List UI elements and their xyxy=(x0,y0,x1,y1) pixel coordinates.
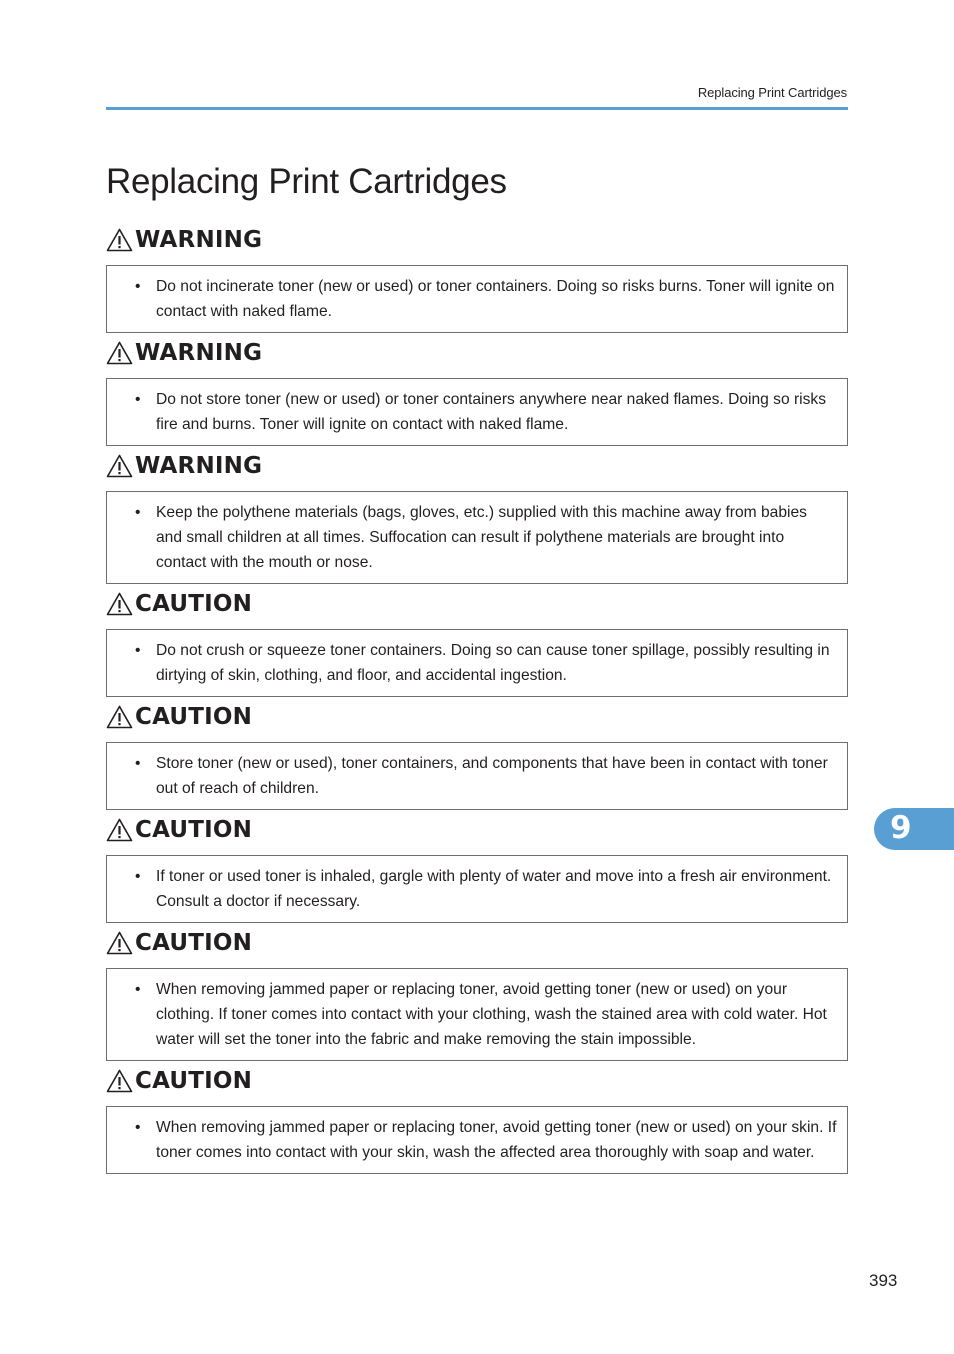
warning-triangle-icon xyxy=(106,228,133,252)
warning-triangle-icon xyxy=(106,1069,133,1093)
bullet: • xyxy=(135,391,141,408)
notice-heading xyxy=(106,589,848,619)
notice-label: CAUTION xyxy=(135,1068,253,1094)
notice-box xyxy=(106,1106,848,1174)
notice-heading xyxy=(106,225,848,255)
notice-box xyxy=(106,968,848,1061)
notice-text: Do not store toner (new or used) or toner containers anywhere near naked flames. Doing so risks fire and burns. Toner will ignite on contact with naked flame. xyxy=(156,391,826,433)
notice-heading xyxy=(106,451,848,481)
bullet: • xyxy=(135,1119,141,1136)
notice-box xyxy=(106,265,848,333)
warning-triangle-icon xyxy=(106,454,133,478)
running-header: Replacing Print Cartridges xyxy=(697,85,847,100)
notice-label: CAUTION xyxy=(135,591,253,617)
notice-box xyxy=(106,491,848,584)
bullet: • xyxy=(135,504,141,521)
notice-box xyxy=(106,378,848,446)
notice-caution-1 xyxy=(106,589,848,697)
notice-box xyxy=(106,855,848,923)
notice-label: WARNING xyxy=(135,453,263,479)
notice-box xyxy=(106,629,848,697)
warning-triangle-icon xyxy=(106,341,133,365)
notice-text: Keep the polythene materials (bags, gloves, etc.) supplied with this machine away from babies and small children at all times. Suffocation can result if polythene materials are brought into contact with the mouth or nose. xyxy=(156,504,807,571)
notice-warning-2 xyxy=(106,338,848,446)
notice-text: Do not incinerate toner (new or used) or toner containers. Doing so risks burns. Toner will ignite on contact with naked flame. xyxy=(156,278,835,320)
notice-text: When removing jammed paper or replacing toner, avoid getting toner (new or used) on your skin. If toner comes into contact with your skin, wash the affected area thoroughly with soap and water. xyxy=(156,1119,837,1161)
notice-caution-2 xyxy=(106,702,848,810)
notice-caution-4 xyxy=(106,928,848,1061)
bullet: • xyxy=(135,642,141,659)
notice-label: CAUTION xyxy=(135,817,253,843)
notice-heading xyxy=(106,338,848,368)
warning-triangle-icon xyxy=(106,705,133,729)
notice-heading xyxy=(106,815,848,845)
bullet: • xyxy=(135,981,141,998)
notice-warning-3 xyxy=(106,451,848,584)
notice-warning-1 xyxy=(106,225,848,333)
notice-label: WARNING xyxy=(135,340,263,366)
chapter-number: 9 xyxy=(890,810,912,846)
notice-text: If toner or used toner is inhaled, gargle with plenty of water and move into a fresh air environment. Consult a doctor if necessary. xyxy=(156,868,832,910)
warning-triangle-icon xyxy=(106,592,133,616)
notice-heading xyxy=(106,928,848,958)
bullet: • xyxy=(135,278,141,295)
notice-label: WARNING xyxy=(135,227,263,253)
warning-triangle-icon xyxy=(106,931,133,955)
notice-caution-5 xyxy=(106,1066,848,1174)
page-number: 393 xyxy=(869,1271,898,1290)
notice-label: CAUTION xyxy=(135,930,253,956)
warning-triangle-icon xyxy=(106,818,133,842)
notice-text: Store toner (new or used), toner containers, and components that have been in contact with toner out of reach of children. xyxy=(156,755,828,797)
notice-heading xyxy=(106,1066,848,1096)
bullet: • xyxy=(135,868,141,885)
notice-caution-3 xyxy=(106,815,848,923)
bullet: • xyxy=(135,755,141,772)
notice-box xyxy=(106,742,848,810)
notice-text: When removing jammed paper or replacing toner, avoid getting toner (new or used) on your clothing. If toner comes into contact with your clothing, wash the stained area with cold water. Hot water will set the toner into the fabric and make removing the stain impossible. xyxy=(156,981,827,1048)
notice-text: Do not crush or squeeze toner containers. Doing so can cause toner spillage, possibly resulting in dirtying of skin, clothing, and floor, and accidental ingestion. xyxy=(156,642,830,684)
page-title: Replacing Print Cartridges xyxy=(106,162,507,201)
header-rule xyxy=(106,107,848,110)
chapter-tab xyxy=(874,808,954,850)
notice-heading xyxy=(106,702,848,732)
notice-label: CAUTION xyxy=(135,704,253,730)
